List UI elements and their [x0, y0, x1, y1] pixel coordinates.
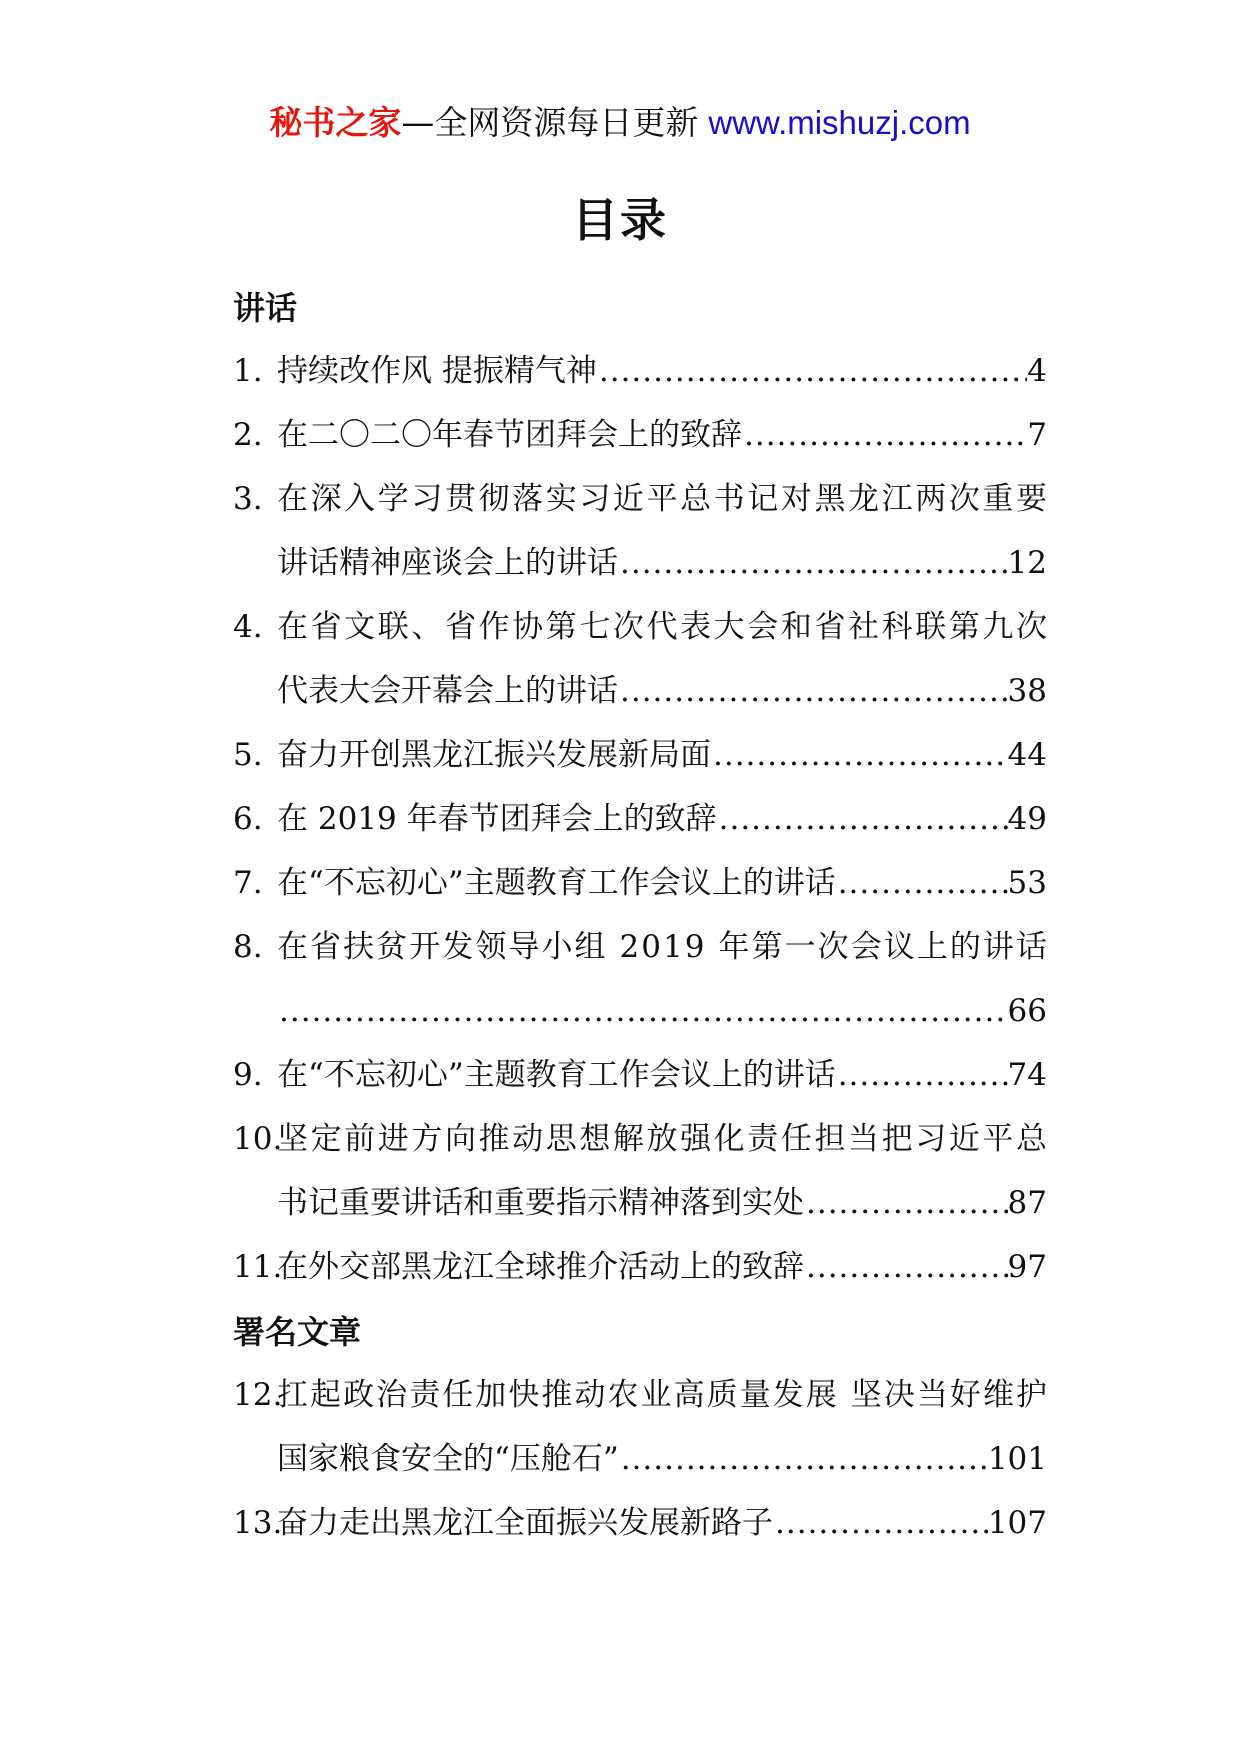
section-title: 讲话 [233, 289, 298, 327]
page-number: 7 [1027, 417, 1047, 453]
entry-title-text: 持续改作风 提振精气神 [277, 353, 597, 389]
section-title: 署名文章 [233, 1313, 362, 1351]
toc-entry[interactable] [233, 1043, 1047, 1107]
dot-leader [717, 787, 1008, 851]
toc-entry[interactable] [233, 787, 1047, 851]
entry-line [277, 339, 1047, 403]
entry-line [277, 1107, 1050, 1171]
entry-title-text: 国家粮食安全的“压舱石” [277, 1441, 619, 1477]
entry-title-text: 奋力走出黑龙江全面振兴发展新路子 [277, 1505, 773, 1541]
entry-title-text: 在“不忘初心”主题教育工作会议上的讲话 [277, 865, 836, 901]
entry-title-text: 坚定前进方向推动思想解放强化责任担当把习近平总 [277, 1121, 1050, 1157]
toc-entry[interactable] [233, 723, 1047, 787]
table-of-contents [233, 275, 1050, 1555]
dot-leader [742, 403, 1027, 467]
entry-title-text: 在 2019 年春节团拜会上的致辞 [277, 801, 717, 837]
site-url-link[interactable]: www.mishuzj.com [708, 104, 971, 141]
entry-line [277, 467, 1050, 531]
page-number: 87 [1007, 1185, 1047, 1221]
toc-entry[interactable] [233, 1107, 1050, 1235]
entry-title-text: 讲话精神座谈会上的讲话 [277, 545, 618, 581]
entry-line [277, 403, 1047, 467]
dot-leader [618, 531, 1008, 595]
page-number: 107 [987, 1505, 1047, 1541]
entry-line [277, 1491, 1047, 1555]
page-number: 38 [1007, 673, 1047, 709]
entry-number: 3. [233, 481, 263, 517]
entry-number: 1. [233, 353, 263, 389]
entry-number: 10. [233, 1121, 283, 1157]
entry-number: 4. [233, 609, 263, 645]
dot-leader [711, 723, 1008, 787]
brand-name: 秘书之家 [269, 103, 402, 142]
entry-line [277, 979, 1047, 1043]
page-number: 49 [1007, 801, 1047, 837]
entry-line [277, 787, 1047, 851]
entry-number: 6. [233, 801, 263, 837]
entry-line [277, 1427, 1047, 1491]
entry-title-text: 在“不忘初心”主题教育工作会议上的讲话 [277, 1057, 836, 1093]
entry-title-text: 在省扶贫开发领导小组 2019 年第一次会议上的讲话 [277, 929, 1050, 965]
page-number: 74 [1007, 1057, 1047, 1093]
dot-leader [618, 659, 1008, 723]
entry-title-text: 在省文联、省作协第七次代表大会和省社科联第九次 [277, 609, 1050, 645]
toc-entry[interactable] [233, 1491, 1047, 1555]
dot-leader [619, 1427, 988, 1491]
entry-line [277, 1043, 1047, 1107]
entry-title-text: 代表大会开幕会上的讲话 [277, 673, 618, 709]
entry-line [277, 915, 1050, 979]
entry-number: 13. [233, 1505, 283, 1541]
dot-leader [836, 851, 1008, 915]
entry-title-text: 在二〇二〇年春节团拜会上的致辞 [277, 417, 742, 453]
dot-leader [836, 1043, 1008, 1107]
banner-slogan: —全网资源每日更新 [401, 103, 699, 142]
entry-number: 11. [233, 1249, 283, 1285]
toc-entry[interactable] [233, 1363, 1050, 1491]
page-number: 44 [1007, 737, 1047, 773]
toc-entry[interactable] [233, 915, 1050, 1043]
dot-leader [597, 339, 1027, 403]
page-number: 101 [987, 1441, 1047, 1477]
toc-entry[interactable] [233, 339, 1047, 403]
entry-number: 12. [233, 1377, 283, 1413]
toc-entry[interactable] [233, 595, 1050, 723]
dot-leader [804, 1235, 1008, 1299]
toc-entry[interactable] [233, 403, 1047, 467]
entry-number: 8. [233, 929, 263, 965]
dot-leader [277, 979, 1008, 1043]
entry-line [277, 659, 1047, 723]
entry-title-text: 在深入学习贯彻落实习近平总书记对黑龙江两次重要 [277, 481, 1050, 517]
page-number: 53 [1007, 865, 1047, 901]
toc-entry[interactable] [233, 851, 1047, 915]
toc-entry[interactable] [233, 467, 1050, 595]
page-title: 目录 [572, 193, 668, 247]
dot-leader [773, 1491, 988, 1555]
entry-number: 9. [233, 1057, 263, 1093]
toc-entry[interactable] [233, 1235, 1047, 1299]
entry-line [277, 723, 1047, 787]
dot-leader [804, 1171, 1008, 1235]
entry-title-text: 扛起政治责任加快推动农业高质量发展 坚决当好维护 [277, 1377, 1050, 1413]
entry-number: 2. [233, 417, 263, 453]
entry-line [277, 1363, 1050, 1427]
entry-number: 5. [233, 737, 263, 773]
entry-line [277, 1171, 1047, 1235]
entry-line [277, 595, 1050, 659]
entry-line [277, 1235, 1047, 1299]
page-number: 4 [1027, 353, 1047, 389]
entry-title-text: 在外交部黑龙江全球推介活动上的致辞 [277, 1249, 804, 1285]
site-banner [0, 98, 1240, 148]
page-number: 66 [1007, 993, 1047, 1029]
entry-title-text: 奋力开创黑龙江振兴发展新局面 [277, 737, 711, 773]
entry-line [277, 851, 1047, 915]
entry-title-text: 书记重要讲话和重要指示精神落到实处 [277, 1185, 804, 1221]
entry-number: 7. [233, 865, 263, 901]
page-number: 97 [1007, 1249, 1047, 1285]
entry-line [277, 531, 1047, 595]
page-number: 12 [1007, 545, 1047, 581]
